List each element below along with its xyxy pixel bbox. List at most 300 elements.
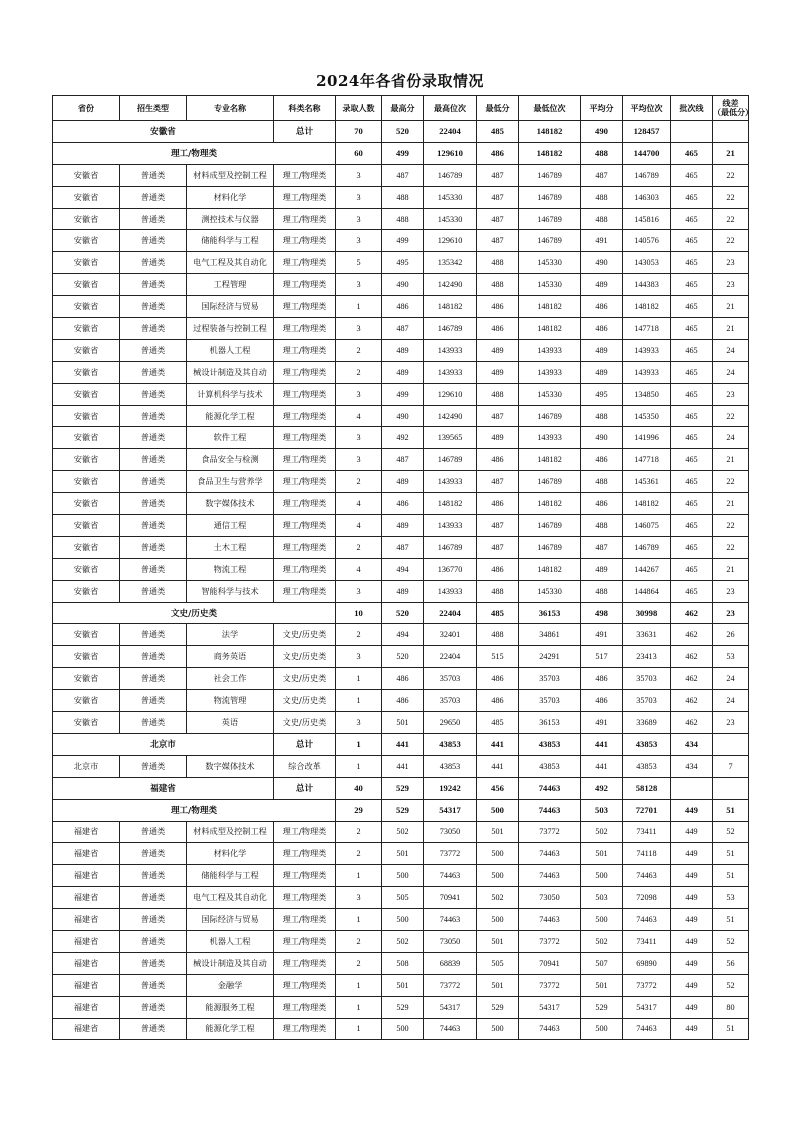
cell-subject-category: 理工/物理类: [274, 427, 336, 449]
cell-batch-line: 465: [671, 580, 713, 602]
cell-min-rank: 43853: [519, 755, 581, 777]
cell-max-rank: 70941: [424, 887, 477, 909]
cell-avg-score: 488: [581, 471, 623, 493]
cell-major: 食品卫生与营养学: [187, 471, 274, 493]
table-row: [53, 580, 749, 602]
cell-batch-line: 465: [671, 536, 713, 558]
cell-min-rank: 145330: [519, 580, 581, 602]
cell-min-score: 487: [477, 536, 519, 558]
cell-line-diff: 23: [713, 274, 749, 296]
cell-enroll-type: 普通类: [120, 668, 187, 690]
cell-province: 安徽省: [53, 230, 120, 252]
summary-row: [53, 142, 749, 164]
cell-subject-category: 理工/物理类: [274, 515, 336, 537]
summary-value-avg-score: 492: [581, 777, 623, 799]
cell-enroll-type: 普通类: [120, 536, 187, 558]
cell-max-score: 487: [382, 164, 424, 186]
cell-avg-score: 487: [581, 536, 623, 558]
cell-min-rank: 146789: [519, 515, 581, 537]
cell-admitted-count: 1: [336, 296, 382, 318]
table-row: [53, 909, 749, 931]
cell-avg-rank: 33631: [623, 624, 671, 646]
column-header-batch-line: 批次线: [671, 96, 713, 121]
summary-label: 安徽省: [53, 121, 274, 143]
cell-major: 社会工作: [187, 668, 274, 690]
cell-max-rank: 146789: [424, 449, 477, 471]
cell-avg-rank: 145361: [623, 471, 671, 493]
cell-min-score: 488: [477, 274, 519, 296]
cell-min-score: 500: [477, 865, 519, 887]
cell-min-rank: 148182: [519, 318, 581, 340]
cell-min-rank: 74463: [519, 865, 581, 887]
cell-enroll-type: 普通类: [120, 339, 187, 361]
cell-subject-category: 理工/物理类: [274, 274, 336, 296]
cell-avg-score: 488: [581, 186, 623, 208]
cell-min-score: 488: [477, 383, 519, 405]
cell-admitted-count: 3: [336, 208, 382, 230]
table-row: [53, 755, 749, 777]
cell-province: 安徽省: [53, 361, 120, 383]
cell-batch-line: 465: [671, 339, 713, 361]
cell-subject-category: 理工/物理类: [274, 865, 336, 887]
cell-line-diff: 7: [713, 755, 749, 777]
column-header-max-score: 最高分: [382, 96, 424, 121]
cell-major: 智能科学与技术: [187, 580, 274, 602]
cell-min-score: 487: [477, 405, 519, 427]
cell-avg-score: 486: [581, 493, 623, 515]
cell-subject-category: 理工/物理类: [274, 821, 336, 843]
cell-province: 安徽省: [53, 690, 120, 712]
cell-min-score: 488: [477, 580, 519, 602]
summary-value-line-diff: [713, 121, 749, 143]
cell-batch-line: 462: [671, 646, 713, 668]
cell-enroll-type: 普通类: [120, 646, 187, 668]
cell-province: 安徽省: [53, 515, 120, 537]
cell-avg-rank: 35703: [623, 668, 671, 690]
cell-admitted-count: 2: [336, 471, 382, 493]
cell-avg-rank: 148182: [623, 493, 671, 515]
cell-max-score: 494: [382, 624, 424, 646]
cell-province: 福建省: [53, 974, 120, 996]
cell-line-diff: 22: [713, 208, 749, 230]
cell-batch-line: 449: [671, 887, 713, 909]
cell-admitted-count: 1: [336, 909, 382, 931]
cell-admitted-count: 3: [336, 186, 382, 208]
cell-min-score: 485: [477, 712, 519, 734]
table-row: [53, 887, 749, 909]
cell-avg-rank: 43853: [623, 755, 671, 777]
cell-major: 电气工程及其自动化: [187, 252, 274, 274]
cell-enroll-type: 普通类: [120, 624, 187, 646]
summary-value-min-rank: 36153: [519, 602, 581, 624]
cell-avg-score: 489: [581, 361, 623, 383]
cell-line-diff: 24: [713, 361, 749, 383]
cell-min-rank: 146789: [519, 230, 581, 252]
cell-subject-category: 理工/物理类: [274, 493, 336, 515]
summary-value-admitted-count: 70: [336, 121, 382, 143]
cell-enroll-type: 普通类: [120, 843, 187, 865]
cell-avg-rank: 69890: [623, 952, 671, 974]
cell-max-score: 500: [382, 865, 424, 887]
cell-avg-score: 500: [581, 865, 623, 887]
cell-major: 储能科学与工程: [187, 865, 274, 887]
cell-subject-category: 理工/物理类: [274, 449, 336, 471]
cell-avg-score: 487: [581, 164, 623, 186]
summary-value-avg-score: 503: [581, 799, 623, 821]
cell-province: 安徽省: [53, 274, 120, 296]
cell-major: 储能科学与工程: [187, 230, 274, 252]
cell-min-rank: 73772: [519, 930, 581, 952]
cell-admitted-count: 1: [336, 1018, 382, 1040]
cell-province: 北京市: [53, 755, 120, 777]
table-row: [53, 952, 749, 974]
cell-max-score: 488: [382, 186, 424, 208]
cell-enroll-type: 普通类: [120, 493, 187, 515]
cell-batch-line: 449: [671, 1018, 713, 1040]
summary-row: [53, 777, 749, 799]
cell-avg-score: 500: [581, 1018, 623, 1040]
summary-value-min-score: 485: [477, 121, 519, 143]
cell-max-rank: 43853: [424, 755, 477, 777]
cell-max-score: 508: [382, 952, 424, 974]
column-header-avg-rank: 平均位次: [623, 96, 671, 121]
summary-value-max-score: 529: [382, 799, 424, 821]
cell-subject-category: 理工/物理类: [274, 952, 336, 974]
cell-admitted-count: 5: [336, 252, 382, 274]
cell-batch-line: 449: [671, 821, 713, 843]
cell-admitted-count: 3: [336, 318, 382, 340]
cell-admitted-count: 1: [336, 690, 382, 712]
column-header-line-diff: 线差 （最低分）: [713, 96, 749, 121]
cell-line-diff: 21: [713, 318, 749, 340]
cell-enroll-type: 普通类: [120, 690, 187, 712]
cell-province: 安徽省: [53, 186, 120, 208]
summary-value-min-score: 441: [477, 733, 519, 755]
cell-max-score: 488: [382, 208, 424, 230]
cell-province: 安徽省: [53, 405, 120, 427]
cell-avg-rank: 144267: [623, 558, 671, 580]
cell-avg-score: 502: [581, 930, 623, 952]
cell-min-rank: 34861: [519, 624, 581, 646]
cell-enroll-type: 普通类: [120, 887, 187, 909]
admissions-table: [52, 95, 753, 1040]
cell-subject-category: 理工/物理类: [274, 164, 336, 186]
summary-value-avg-rank: 30998: [623, 602, 671, 624]
cell-max-score: 490: [382, 274, 424, 296]
cell-avg-rank: 74463: [623, 865, 671, 887]
cell-admitted-count: 3: [336, 427, 382, 449]
cell-batch-line: 449: [671, 996, 713, 1018]
cell-major: 过程装备与控制工程: [187, 318, 274, 340]
cell-admitted-count: 3: [336, 274, 382, 296]
cell-batch-line: 465: [671, 230, 713, 252]
cell-subject-category: 理工/物理类: [274, 909, 336, 931]
table-row: [53, 339, 749, 361]
cell-province: 福建省: [53, 821, 120, 843]
cell-province: 安徽省: [53, 646, 120, 668]
cell-max-rank: 143933: [424, 580, 477, 602]
cell-line-diff: 51: [713, 909, 749, 931]
summary-value-admitted-count: 10: [336, 602, 382, 624]
cell-min-rank: 148182: [519, 558, 581, 580]
cell-major: 食品安全与检测: [187, 449, 274, 471]
page-title: 2024年各省份录取情况: [316, 72, 484, 90]
cell-avg-rank: 33689: [623, 712, 671, 734]
cell-line-diff: 24: [713, 339, 749, 361]
cell-max-rank: 129610: [424, 383, 477, 405]
cell-batch-line: 465: [671, 186, 713, 208]
cell-max-rank: 35703: [424, 668, 477, 690]
cell-province: 安徽省: [53, 318, 120, 340]
cell-subject-category: 理工/物理类: [274, 930, 336, 952]
cell-max-score: 495: [382, 252, 424, 274]
cell-subject-category: 理工/物理类: [274, 208, 336, 230]
cell-province: 安徽省: [53, 580, 120, 602]
cell-major: 机器人工程: [187, 339, 274, 361]
cell-max-rank: 74463: [424, 909, 477, 931]
cell-province: 福建省: [53, 1018, 120, 1040]
summary-value-min-score: 486: [477, 142, 519, 164]
cell-avg-rank: 148182: [623, 296, 671, 318]
summary-value-max-score: 520: [382, 602, 424, 624]
cell-min-score: 501: [477, 974, 519, 996]
summary-value-min-rank: 74463: [519, 799, 581, 821]
cell-avg-score: 501: [581, 843, 623, 865]
cell-line-diff: 21: [713, 493, 749, 515]
cell-batch-line: 449: [671, 952, 713, 974]
cell-min-rank: 36153: [519, 712, 581, 734]
cell-subject-category: 理工/物理类: [274, 843, 336, 865]
cell-line-diff: 22: [713, 230, 749, 252]
cell-max-rank: 143933: [424, 339, 477, 361]
table-row: [53, 536, 749, 558]
cell-avg-rank: 146789: [623, 164, 671, 186]
cell-avg-score: 489: [581, 339, 623, 361]
cell-max-score: 502: [382, 821, 424, 843]
cell-max-score: 489: [382, 515, 424, 537]
cell-batch-line: 465: [671, 361, 713, 383]
cell-admitted-count: 1: [336, 668, 382, 690]
cell-avg-rank: 146303: [623, 186, 671, 208]
table-row: [53, 405, 749, 427]
cell-enroll-type: 普通类: [120, 865, 187, 887]
cell-batch-line: 462: [671, 668, 713, 690]
summary-value-min-rank: 43853: [519, 733, 581, 755]
summary-value-max-score: 520: [382, 121, 424, 143]
cell-min-score: 487: [477, 515, 519, 537]
cell-max-rank: 22404: [424, 646, 477, 668]
cell-admitted-count: 1: [336, 996, 382, 1018]
cell-batch-line: 465: [671, 383, 713, 405]
summary-label: 理工/物理类: [53, 799, 336, 821]
column-header-major: 专业名称: [187, 96, 274, 121]
cell-max-score: 489: [382, 361, 424, 383]
cell-batch-line: 449: [671, 865, 713, 887]
cell-subject-category: 理工/物理类: [274, 471, 336, 493]
cell-min-rank: 148182: [519, 296, 581, 318]
cell-avg-score: 488: [581, 580, 623, 602]
cell-subject-category: 理工/物理类: [274, 536, 336, 558]
column-header-admitted-count: 录取人数: [336, 96, 382, 121]
cell-subject-category: 理工/物理类: [274, 405, 336, 427]
cell-avg-score: 490: [581, 252, 623, 274]
table-header-row: [53, 96, 749, 121]
cell-avg-rank: 143933: [623, 361, 671, 383]
cell-major: 土木工程: [187, 536, 274, 558]
table-row: [53, 230, 749, 252]
cell-avg-rank: 54317: [623, 996, 671, 1018]
cell-min-score: 500: [477, 843, 519, 865]
summary-value-avg-rank: 43853: [623, 733, 671, 755]
cell-min-rank: 24291: [519, 646, 581, 668]
cell-max-rank: 74463: [424, 1018, 477, 1040]
table-row: [53, 930, 749, 952]
cell-max-rank: 129610: [424, 230, 477, 252]
cell-avg-rank: 145350: [623, 405, 671, 427]
cell-max-rank: 148182: [424, 493, 477, 515]
summary-value-min-rank: 74463: [519, 777, 581, 799]
cell-max-score: 489: [382, 580, 424, 602]
summary-value-max-rank: 22404: [424, 121, 477, 143]
cell-avg-score: 503: [581, 887, 623, 909]
cell-major: 通信工程: [187, 515, 274, 537]
cell-batch-line: 449: [671, 909, 713, 931]
table-row: [53, 974, 749, 996]
cell-enroll-type: 普通类: [120, 471, 187, 493]
cell-min-rank: 35703: [519, 690, 581, 712]
cell-max-rank: 73050: [424, 930, 477, 952]
cell-max-rank: 146789: [424, 164, 477, 186]
summary-value-line-diff: 21: [713, 142, 749, 164]
cell-subject-category: 理工/物理类: [274, 186, 336, 208]
cell-enroll-type: 普通类: [120, 230, 187, 252]
cell-province: 安徽省: [53, 164, 120, 186]
cell-max-rank: 143933: [424, 361, 477, 383]
summary-value-min-rank: 148182: [519, 142, 581, 164]
cell-batch-line: 465: [671, 405, 713, 427]
cell-admitted-count: 3: [336, 712, 382, 734]
cell-line-diff: 56: [713, 952, 749, 974]
cell-min-score: 505: [477, 952, 519, 974]
cell-line-diff: 23: [713, 383, 749, 405]
cell-avg-score: 491: [581, 230, 623, 252]
cell-min-score: 487: [477, 471, 519, 493]
cell-subject-category: 理工/物理类: [274, 339, 336, 361]
table-row: [53, 449, 749, 471]
cell-subject-category: 理工/物理类: [274, 296, 336, 318]
cell-line-diff: 53: [713, 646, 749, 668]
summary-value-max-score: 499: [382, 142, 424, 164]
summary-row: [53, 733, 749, 755]
cell-min-score: 486: [477, 449, 519, 471]
cell-max-rank: 73772: [424, 974, 477, 996]
cell-admitted-count: 2: [336, 843, 382, 865]
cell-min-score: 515: [477, 646, 519, 668]
column-header-min-score: 最低分: [477, 96, 519, 121]
table-row: [53, 996, 749, 1018]
summary-value-batch-line: 465: [671, 142, 713, 164]
cell-major: 能源化学工程: [187, 405, 274, 427]
cell-min-rank: 143933: [519, 361, 581, 383]
cell-admitted-count: 3: [336, 580, 382, 602]
cell-avg-score: 529: [581, 996, 623, 1018]
cell-min-score: 486: [477, 318, 519, 340]
cell-batch-line: 462: [671, 624, 713, 646]
cell-avg-rank: 141996: [623, 427, 671, 449]
summary-value-avg-score: 441: [581, 733, 623, 755]
cell-min-rank: 146789: [519, 164, 581, 186]
summary-value-admitted-count: 29: [336, 799, 382, 821]
cell-enroll-type: 普通类: [120, 383, 187, 405]
cell-major: 测控技术与仪器: [187, 208, 274, 230]
summary-value-avg-score: 498: [581, 602, 623, 624]
cell-batch-line: 465: [671, 252, 713, 274]
summary-value-min-score: 485: [477, 602, 519, 624]
cell-min-score: 529: [477, 996, 519, 1018]
cell-min-score: 501: [477, 821, 519, 843]
cell-min-rank: 148182: [519, 493, 581, 515]
cell-min-rank: 73772: [519, 974, 581, 996]
cell-avg-score: 489: [581, 558, 623, 580]
cell-enroll-type: 普通类: [120, 580, 187, 602]
cell-subject-category: 理工/物理类: [274, 974, 336, 996]
summary-row: [53, 602, 749, 624]
cell-batch-line: 462: [671, 690, 713, 712]
cell-admitted-count: 1: [336, 865, 382, 887]
cell-enroll-type: 普通类: [120, 318, 187, 340]
cell-major: 能源化学工程: [187, 1018, 274, 1040]
cell-major: 物流管理: [187, 690, 274, 712]
cell-admitted-count: 3: [336, 646, 382, 668]
table-row: [53, 843, 749, 865]
summary-value-min-score: 500: [477, 799, 519, 821]
summary-value-batch-line: 449: [671, 799, 713, 821]
cell-line-diff: 26: [713, 624, 749, 646]
cell-line-diff: 21: [713, 449, 749, 471]
summary-value-avg-score: 490: [581, 121, 623, 143]
cell-min-score: 486: [477, 296, 519, 318]
cell-major: 材料化学: [187, 186, 274, 208]
summary-row: [53, 121, 749, 143]
cell-max-score: 441: [382, 755, 424, 777]
table-row: [53, 296, 749, 318]
cell-admitted-count: 2: [336, 930, 382, 952]
table-row: [53, 318, 749, 340]
cell-line-diff: 22: [713, 186, 749, 208]
cell-batch-line: 465: [671, 558, 713, 580]
cell-province: 安徽省: [53, 383, 120, 405]
cell-admitted-count: 2: [336, 952, 382, 974]
cell-max-score: 486: [382, 690, 424, 712]
summary-value-avg-rank: 58128: [623, 777, 671, 799]
cell-line-diff: 51: [713, 1018, 749, 1040]
cell-admitted-count: 3: [336, 230, 382, 252]
table-row: [53, 164, 749, 186]
cell-subject-category: 文史/历史类: [274, 712, 336, 734]
cell-major: 法学: [187, 624, 274, 646]
cell-province: 安徽省: [53, 558, 120, 580]
table-row: [53, 493, 749, 515]
summary-value-batch-line: 434: [671, 733, 713, 755]
cell-max-rank: 146789: [424, 318, 477, 340]
cell-max-rank: 68839: [424, 952, 477, 974]
cell-avg-score: 488: [581, 515, 623, 537]
cell-min-rank: 74463: [519, 1018, 581, 1040]
cell-enroll-type: 普通类: [120, 164, 187, 186]
cell-max-score: 490: [382, 405, 424, 427]
cell-line-diff: 80: [713, 996, 749, 1018]
cell-max-rank: 32401: [424, 624, 477, 646]
